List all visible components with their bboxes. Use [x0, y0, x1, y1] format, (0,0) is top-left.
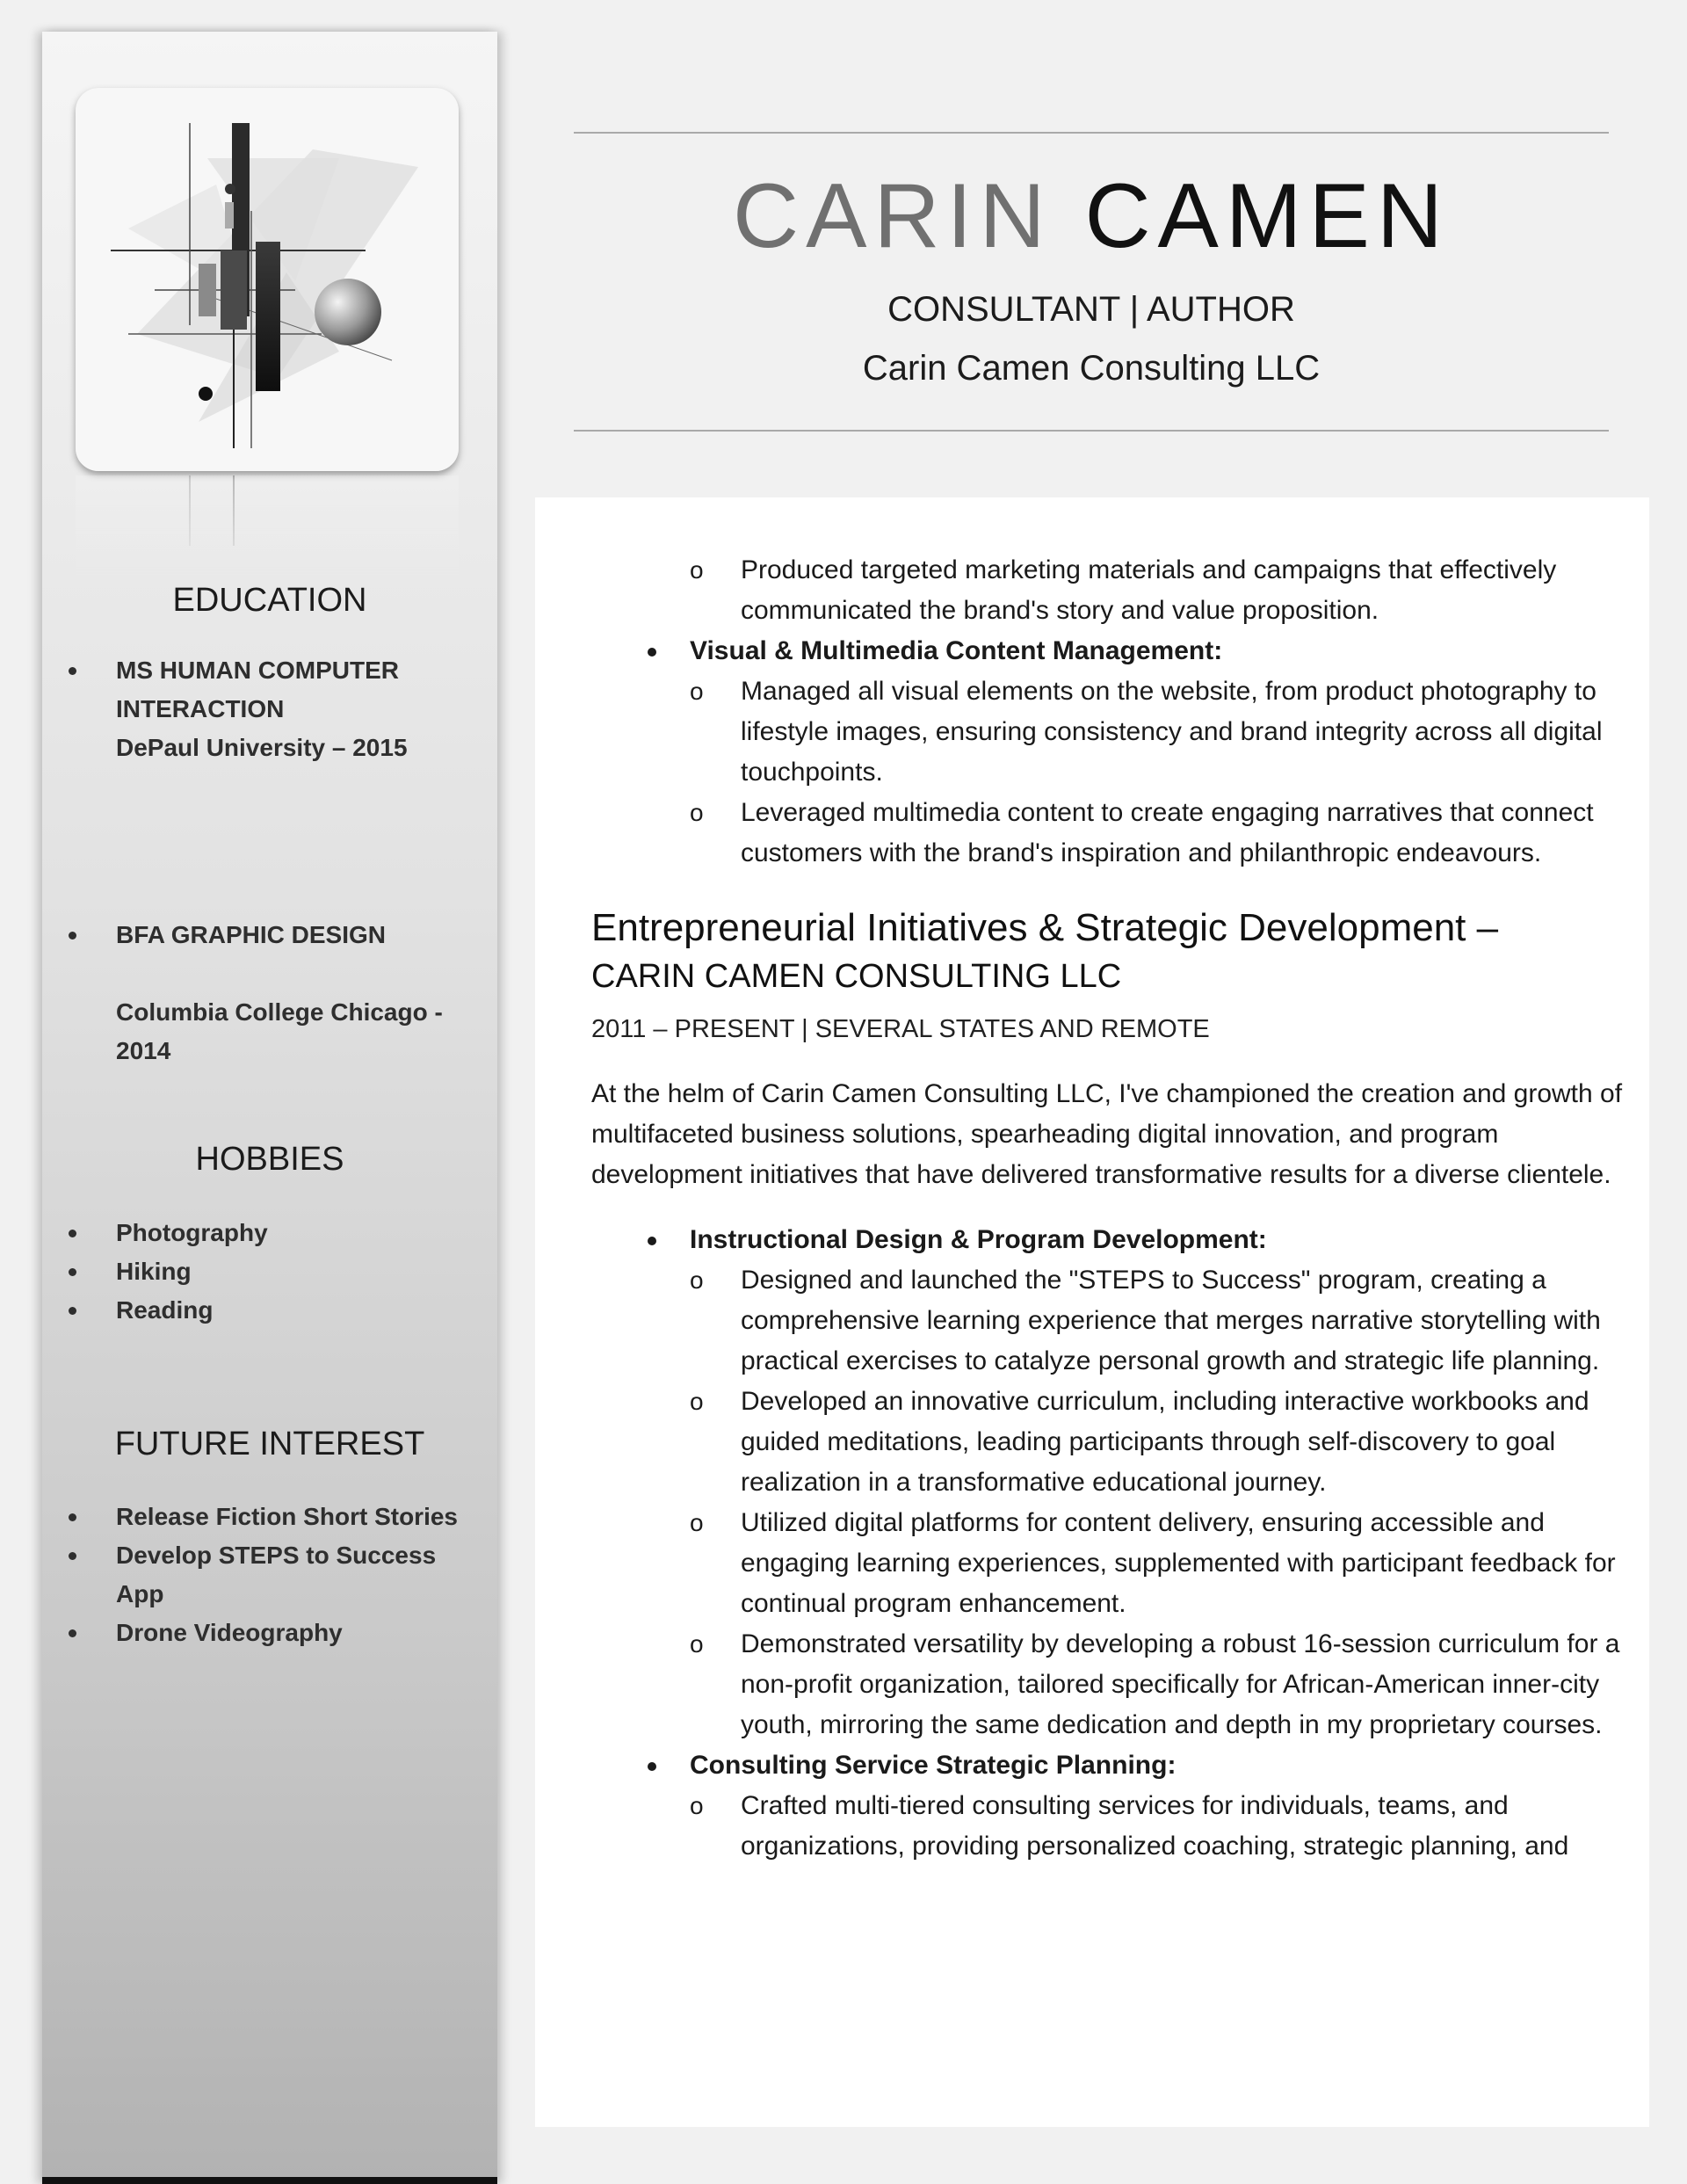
sub-bullet-item — [591, 1624, 1628, 1745]
job-roles: CONSULTANT | AUTHOR — [887, 290, 1295, 329]
list-item — [42, 1214, 497, 1252]
bullet-heading-text: Consulting Service Strategic Planning: — [690, 1751, 1177, 1780]
list-item — [42, 1536, 497, 1614]
bullet-text: Crafted multi-tiered consulting services for individuals, teams, and organizations, providing personalized coaching, strategic planning, and — [741, 1791, 1569, 1861]
bullet-text: Developed an innovative curriculum, including interactive workbooks and guided meditations, leading participants through self-discovery to goal realization in a transformative educational journey. — [741, 1387, 1589, 1497]
sidebar — [42, 32, 497, 2184]
degree-name — [42, 651, 497, 729]
hobby-text: Hiking — [116, 1258, 192, 1285]
bullet-text: Demonstrated versatility by developing a robust 16-session curriculum for a non-profit organization, tailored specifically for African-American inner-city youth, mirroring the same dedication and depth in my proprietary courses. — [741, 1629, 1620, 1739]
hobbies-heading: HOBBIES — [195, 1141, 344, 1178]
circle-bullet-icon: o — [690, 1630, 704, 1658]
hobbies-list — [42, 1214, 497, 1330]
bullet-heading — [591, 631, 1628, 671]
last-name: CAMEN — [1084, 165, 1451, 267]
experience-section — [591, 550, 1628, 1867]
degree-name — [42, 916, 497, 954]
bullet-text: Utilized digital platforms for content delivery, ensuring accessible and engaging learning experiences, supplemented with participant feedback for continual program enhancement. — [741, 1508, 1616, 1618]
sub-bullet-item — [591, 1382, 1628, 1503]
bullet-icon — [69, 1307, 76, 1315]
list-item — [42, 1614, 497, 1652]
bullet-icon — [69, 1230, 76, 1237]
sub-bullet-item — [591, 793, 1628, 874]
bullet-text: Leveraged multimedia content to create engaging narratives that connect customers with the brand's inspiration and philanthropic endeavours. — [741, 798, 1594, 867]
degree-text: BFA GRAPHIC DESIGN — [116, 921, 386, 948]
circle-bullet-icon: o — [690, 799, 704, 826]
education-item — [42, 651, 497, 767]
list-item — [42, 1252, 497, 1291]
bullet-heading-text: Instructional Design & Program Development: — [690, 1225, 1267, 1254]
circle-bullet-icon: o — [690, 1388, 704, 1415]
abstract-geometric-art — [76, 88, 459, 471]
sub-bullet-item — [591, 671, 1628, 793]
bullet-heading — [591, 1745, 1628, 1786]
school-name: DePaul University – 2015 — [116, 734, 408, 761]
interest-text: Drone Videography — [116, 1619, 343, 1646]
job-dates-location: 2011 – PRESENT | SEVERAL STATES AND REMOTE — [591, 1015, 1210, 1043]
list-item — [42, 1291, 497, 1330]
circle-bullet-icon: o — [690, 678, 704, 705]
bullet-icon — [69, 667, 76, 675]
main-content-panel — [535, 497, 1649, 2127]
bullet-icon — [69, 932, 76, 940]
circle-bullet-icon: o — [690, 1792, 704, 1819]
education-item — [42, 916, 497, 1070]
bullet-icon — [648, 1762, 656, 1771]
header-top-rule — [574, 132, 1609, 134]
job-company: CARIN CAMEN CONSULTING LLC — [591, 958, 1122, 995]
bullet-text: Produced targeted marketing materials and campaigns that effectively communicated the brand's story and value proposition. — [741, 555, 1557, 625]
sub-bullet-item — [591, 1260, 1628, 1382]
sub-bullet-item — [591, 1786, 1628, 1867]
bullet-icon — [69, 1552, 76, 1560]
first-name: CARIN — [732, 165, 1053, 267]
bullet-icon — [648, 648, 656, 657]
sub-bullet-item — [591, 550, 1628, 631]
abstract-artwork-image — [76, 88, 459, 471]
bullet-heading-text: Visual & Multimedia Content Management: — [690, 636, 1223, 665]
bullet-icon — [648, 1237, 656, 1245]
bullet-text: Designed and launched the "STEPS to Success" program, creating a comprehensive learning experience that merges narrative storytelling with practical exercises to catalyze personal growth and strategic life planning. — [741, 1266, 1601, 1375]
interest-text: Release Fiction Short Stories — [116, 1503, 458, 1530]
bullet-icon — [69, 1268, 76, 1276]
hobby-text: Photography — [116, 1219, 268, 1246]
company-name: Carin Camen Consulting LLC — [862, 349, 1321, 388]
circle-bullet-icon: o — [690, 1266, 704, 1294]
future-interest-heading: FUTURE INTEREST — [114, 1426, 425, 1462]
job-title: Entrepreneurial Initiatives & Strategic Development – — [591, 906, 1499, 949]
sub-bullet-item — [591, 1503, 1628, 1624]
artwork-reflection — [76, 475, 459, 581]
bullet-icon — [69, 1513, 76, 1521]
future-interest-list — [42, 1498, 497, 1652]
interest-text: Develop STEPS to Success App — [116, 1542, 437, 1607]
bullet-icon — [69, 1629, 76, 1637]
full-name — [574, 163, 1609, 269]
job-summary: At the helm of Carin Camen Consulting LLC, I've championed the creation and growth of multifaceted business solutions, spearheading digital innovation, and program development initiatives that have delivered transformative results for a diverse clientele. — [591, 1079, 1623, 1189]
bullet-text: Managed all visual elements on the website, from product photography to lifestyle images, ensuring consistency and brand integrity across all digital touchpoints. — [741, 677, 1603, 787]
education-heading: EDUCATION — [172, 582, 367, 619]
circle-bullet-icon: o — [690, 556, 704, 584]
header-bottom-rule — [574, 430, 1609, 432]
school-name: Columbia College Chicago - 2014 — [116, 998, 443, 1064]
list-item — [42, 1498, 497, 1536]
circle-bullet-icon: o — [690, 1509, 704, 1536]
degree-text: MS HUMAN COMPUTER INTERACTION — [116, 657, 399, 722]
hobby-text: Reading — [116, 1296, 214, 1324]
bullet-heading — [591, 1220, 1628, 1260]
